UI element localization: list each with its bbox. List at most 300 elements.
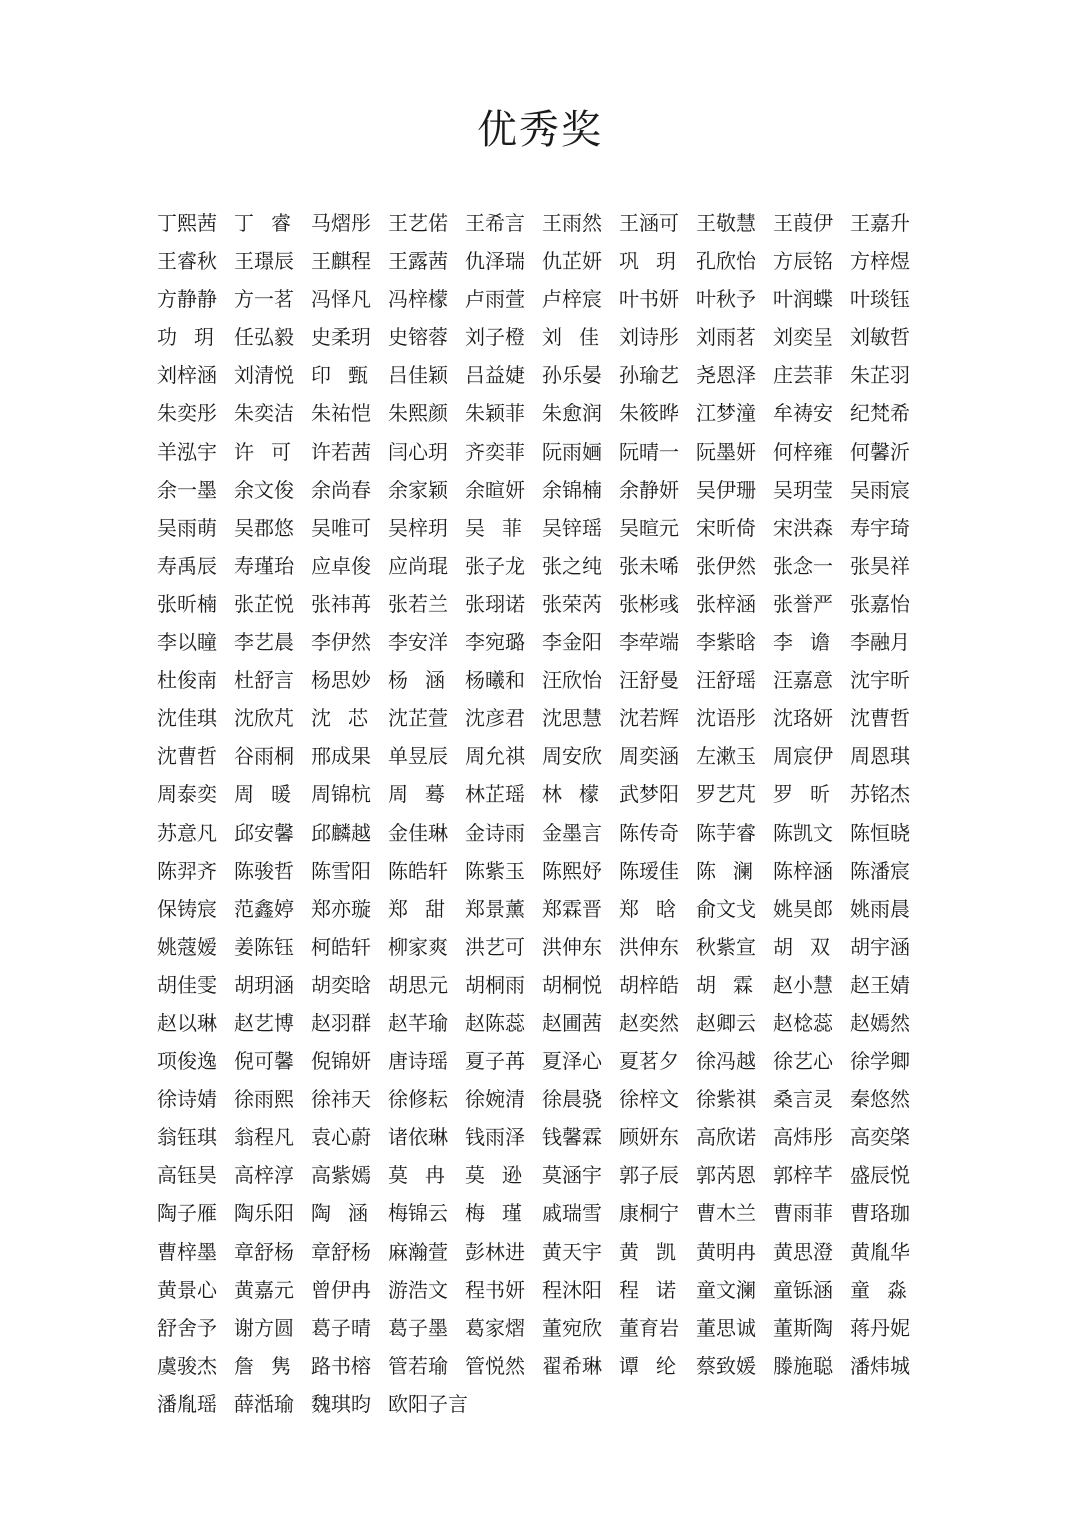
name-entry: 吴梓玥 [388, 515, 448, 540]
name-entry: 曹珞珈 [850, 1201, 910, 1226]
name-entry: 余暄妍 [465, 477, 525, 502]
name-entry: 林芷瑶 [465, 782, 525, 807]
name-entry: 赵艺博 [234, 1010, 294, 1035]
name-entry: 李紫晗 [696, 630, 756, 655]
name-entry: 李金阳 [542, 630, 602, 655]
name-entry: 王雨然 [542, 211, 602, 235]
name-entry: 沈曹哲 [157, 744, 217, 769]
name-entry: 郭子辰 [619, 1163, 679, 1188]
name-entry: 夏泽心 [542, 1049, 602, 1074]
name-entry: 吕益婕 [465, 363, 525, 388]
name-entry: 沈曹哲 [850, 706, 910, 731]
name-entry: 曹梓墨 [157, 1239, 217, 1264]
name-entry: 高奕棨 [850, 1125, 910, 1150]
name-entry: 魏琪昀 [311, 1391, 371, 1416]
name-entry: 巩 玥 [619, 249, 676, 274]
name-entry: 吴雨萌 [157, 515, 217, 540]
name-entry: 徐梓文 [619, 1087, 679, 1112]
name-entry: 徐艺心 [773, 1049, 833, 1074]
name-entry: 张若兰 [388, 591, 448, 616]
name-entry: 寿禹辰 [157, 553, 217, 578]
name-entry: 仇芷妍 [542, 249, 602, 274]
name-entry: 周 暖 [234, 782, 291, 807]
name-entry: 沈宇昕 [850, 668, 910, 693]
name-entry: 杜舒言 [234, 668, 294, 693]
name-entry: 陈紫玉 [465, 858, 525, 883]
name-entry: 张荣芮 [542, 591, 602, 616]
name-entry: 葛家熠 [465, 1315, 525, 1340]
name-entry: 陈潘宸 [850, 858, 910, 883]
name-entry: 赵奕然 [619, 1010, 679, 1035]
name-entry: 余家颖 [388, 477, 448, 502]
name-entry: 赵小慧 [773, 972, 833, 997]
name-entry: 胡思元 [388, 972, 448, 997]
name-entry: 胡桐悦 [542, 972, 602, 997]
name-entry: 余一墨 [157, 477, 217, 502]
name-entry: 梅锦云 [388, 1201, 448, 1226]
name-entry: 黄明冉 [696, 1239, 756, 1264]
name-entry: 翁钰琪 [157, 1125, 217, 1150]
page-title: 优秀奖 [477, 107, 603, 153]
name-entry: 黄景心 [157, 1277, 217, 1302]
name-entry: 欧阳子言 [388, 1391, 468, 1416]
name-entry: 徐冯越 [696, 1049, 756, 1074]
name-entry: 陈皓轩 [388, 858, 448, 883]
name-entry: 姚昊郎 [773, 896, 833, 921]
name-entry: 陶 涵 [311, 1201, 368, 1226]
name-entry: 蔡致媛 [696, 1353, 756, 1378]
name-entry: 刘子橙 [465, 325, 525, 350]
name-entry: 赵嫣然 [850, 1010, 910, 1035]
name-entry: 陶子雁 [157, 1201, 217, 1226]
name-entry: 徐修耘 [388, 1087, 448, 1112]
name-entry: 叶润蝶 [773, 287, 833, 312]
name-entry: 胡奕晗 [311, 972, 371, 997]
name-entry: 董宛欣 [542, 1315, 602, 1340]
name-entry: 张念一 [773, 553, 833, 578]
name-entry: 周锦杭 [311, 782, 371, 807]
name-entry: 庄芸菲 [773, 363, 833, 388]
name-entry: 王麒程 [311, 249, 371, 274]
name-entry: 应卓俊 [311, 553, 371, 578]
name-entry: 徐诗婧 [157, 1087, 217, 1112]
name-entry: 朱熙颜 [388, 401, 448, 426]
name-entry: 江梦潼 [696, 401, 756, 426]
name-entry: 寿宇琦 [850, 515, 910, 540]
name-entry: 李 谵 [773, 630, 830, 655]
name-entry: 林 檬 [542, 782, 599, 807]
name-entry: 钱馨霖 [542, 1125, 602, 1150]
name-entry: 童文澜 [696, 1277, 756, 1302]
name-entry: 高梓淳 [234, 1163, 294, 1188]
name-entry: 程沐阳 [542, 1277, 602, 1302]
name-entry: 陈瑷佳 [619, 858, 679, 883]
name-entry: 姚蔻嫒 [157, 934, 217, 959]
name-entry: 秦悠然 [850, 1087, 910, 1112]
name-entry: 张芷悦 [234, 591, 294, 616]
name-entry: 余文俊 [234, 477, 294, 502]
name-entry: 谭 纶 [619, 1353, 676, 1378]
name-entry: 郑亦璇 [311, 896, 371, 921]
name-entry: 汪欣怡 [542, 668, 602, 693]
name-entry: 金佳琳 [388, 820, 448, 845]
name-entry: 赵圃茜 [542, 1010, 602, 1035]
name-entry: 任弘毅 [234, 325, 294, 350]
name-entry: 徐婉清 [465, 1087, 525, 1112]
name-entry: 陈熙妤 [542, 858, 602, 883]
name-entry: 邢成果 [311, 744, 371, 769]
name-entry: 康桐宁 [619, 1201, 679, 1226]
name-entry: 方静静 [157, 287, 217, 312]
name-entry: 高欣诺 [696, 1125, 756, 1150]
name-entry: 宋昕倚 [696, 515, 756, 540]
name-entry: 刘奕呈 [773, 325, 833, 350]
name-entry: 尧恩泽 [696, 363, 756, 388]
name-entry: 胡梓皓 [619, 972, 679, 997]
name-entry: 郑霖晋 [542, 896, 602, 921]
name-entry: 张子龙 [465, 553, 525, 578]
name-entry: 周泰奕 [157, 782, 217, 807]
name-entry: 洪伸东 [542, 934, 602, 959]
name-entry: 章舒杨 [311, 1239, 371, 1264]
name-entry: 朱愈润 [542, 401, 602, 426]
name-entry: 朱筱晔 [619, 401, 679, 426]
name-entry: 朱芷羽 [850, 363, 910, 388]
name-entry: 沈 芯 [311, 706, 368, 731]
name-entry: 邱麟越 [311, 820, 371, 845]
name-entry: 黄天宇 [542, 1239, 602, 1264]
name-entry: 虞骏杰 [157, 1353, 217, 1378]
name-entry: 洪艺可 [465, 934, 525, 959]
name-entry: 王璟辰 [234, 249, 294, 274]
name-entry: 王涵可 [619, 211, 679, 235]
name-entry: 周奕涵 [619, 744, 679, 769]
name-entry: 陈骏哲 [234, 858, 294, 883]
name-entry: 郑 晗 [619, 896, 676, 921]
name-entry: 孔欣怡 [696, 249, 756, 274]
name-entry: 周恩琪 [850, 744, 910, 769]
name-entry: 沈珞妍 [773, 706, 833, 731]
name-entry: 阮雨婳 [542, 439, 602, 464]
name-entry: 郭芮恩 [696, 1163, 756, 1188]
name-entry: 高紫嫣 [311, 1163, 371, 1188]
name-entry: 冯怿凡 [311, 287, 371, 312]
name-entry: 王嘉升 [850, 211, 910, 235]
name-entry: 杨思妙 [311, 668, 371, 693]
name-entry: 曾伊冉 [311, 1277, 371, 1302]
name-entry: 朱奕彤 [157, 401, 217, 426]
name-entry: 麻瀚萱 [388, 1239, 448, 1264]
name-entry: 桑言灵 [773, 1087, 833, 1112]
name-entry: 翟希琳 [542, 1353, 602, 1378]
name-entry: 项俊逸 [157, 1049, 217, 1074]
name-entry: 刘雨茗 [696, 325, 756, 350]
name-entry: 倪锦妍 [311, 1049, 371, 1074]
name-entry: 徐学卿 [850, 1049, 910, 1074]
name-entry: 薛湉瑜 [234, 1391, 294, 1416]
name-entry: 高钰昊 [157, 1163, 217, 1188]
name-entry: 汪嘉意 [773, 668, 833, 693]
name-entry: 金墨言 [542, 820, 602, 845]
name-entry: 功 玥 [157, 325, 214, 350]
name-entry: 沈佳琪 [157, 706, 217, 731]
name-entry: 杜俊南 [157, 668, 217, 693]
name-entry: 周宸伊 [773, 744, 833, 769]
name-entry: 陈梓涵 [773, 858, 833, 883]
name-entry: 张昕楠 [157, 591, 217, 616]
name-entry: 吴伊珊 [696, 477, 756, 502]
name-entry: 洪伸东 [619, 934, 679, 959]
name-entry: 蒋丹妮 [850, 1315, 910, 1340]
name-entry: 刘诗彤 [619, 325, 679, 350]
name-entry: 胡佳雯 [157, 972, 217, 997]
name-entry: 王睿秋 [157, 249, 217, 274]
name-entry: 许 可 [234, 439, 291, 464]
name-entry: 苏意凡 [157, 820, 217, 845]
name-entry: 朱颖菲 [465, 401, 525, 426]
name-entry: 徐雨熙 [234, 1087, 294, 1112]
name-entry: 孙乐晏 [542, 363, 602, 388]
name-entry: 王露茜 [388, 249, 448, 274]
name-entry: 寿瑾珆 [234, 553, 294, 578]
name-entry: 柳家爽 [388, 934, 448, 959]
name-entry: 汪舒曼 [619, 668, 679, 693]
name-entry: 金诗雨 [465, 820, 525, 845]
name-entry: 吴唯可 [311, 515, 371, 540]
name-entry: 闫心玥 [388, 439, 448, 464]
name-entry: 张未唏 [619, 553, 679, 578]
name-entry: 莫涵宇 [542, 1163, 602, 1188]
name-entry: 刘敏哲 [850, 325, 910, 350]
name-entry: 余尚春 [311, 477, 371, 502]
name-entry: 游浩文 [388, 1277, 448, 1302]
name-entry: 应尚琨 [388, 553, 448, 578]
name-entry: 苏铭杰 [850, 782, 910, 807]
name-entry: 朱奕洁 [234, 401, 294, 426]
name-entry: 张梓涵 [696, 591, 756, 616]
name-entry: 史镕蓉 [388, 325, 448, 350]
name-entry: 刘清悦 [234, 363, 294, 388]
name-entry: 沈若辉 [619, 706, 679, 731]
name-entry: 胡宇涵 [850, 934, 910, 959]
name-entry: 潘炜城 [850, 1353, 910, 1378]
name-entry: 周 蓦 [388, 782, 445, 807]
name-entry: 陈恒晓 [850, 820, 910, 845]
name-entry: 陈 澜 [696, 858, 753, 883]
name-entry: 阮墨妍 [696, 439, 756, 464]
name-entry: 俞文戈 [696, 896, 756, 921]
name-entry: 宋洪森 [773, 515, 833, 540]
name-entry: 郑 甜 [388, 896, 445, 921]
name-entry: 马熠彤 [311, 211, 371, 235]
name-entry: 胡 双 [773, 934, 830, 959]
name-entry: 杨 涵 [388, 668, 445, 693]
name-entry: 沈语彤 [696, 706, 756, 731]
name-entry: 赵棯蕊 [773, 1010, 833, 1035]
name-entry: 陈羿齐 [157, 858, 217, 883]
name-entry: 仇泽瑞 [465, 249, 525, 274]
name-entry: 羊泓宇 [157, 439, 217, 464]
name-entry: 张之纯 [542, 553, 602, 578]
name-entry: 保铸宸 [157, 896, 217, 921]
name-entry: 秋紫宣 [696, 934, 756, 959]
name-entry: 程 诺 [619, 1277, 676, 1302]
name-entry: 葛子墨 [388, 1315, 448, 1340]
name-entry: 郑景薰 [465, 896, 525, 921]
name-entry: 方梓煜 [850, 249, 910, 274]
name-entry: 吴 菲 [465, 515, 522, 540]
name-entry: 张誉严 [773, 591, 833, 616]
name-entry: 詹 隽 [234, 1353, 291, 1378]
name-entry: 袁心蔚 [311, 1125, 371, 1150]
name-entry: 姚雨晨 [850, 896, 910, 921]
name-entry: 吴郡悠 [234, 515, 294, 540]
name-entry: 杨曦和 [465, 668, 525, 693]
name-entry: 齐奕菲 [465, 439, 525, 464]
name-entry: 徐祎天 [311, 1087, 371, 1112]
name-entry: 印 甄 [311, 363, 368, 388]
name-entry: 陈雪阳 [311, 858, 371, 883]
name-entry: 章舒杨 [234, 1239, 294, 1264]
name-entry: 沈芷萱 [388, 706, 448, 731]
name-entry: 童 淼 [850, 1277, 907, 1302]
name-entry: 余静妍 [619, 477, 679, 502]
name-entry: 王敬慧 [696, 211, 756, 235]
name-entry: 滕施聪 [773, 1353, 833, 1378]
name-entry: 黄胤华 [850, 1239, 910, 1264]
name-entry: 方辰铭 [773, 249, 833, 274]
name-entry: 夏茗夕 [619, 1049, 679, 1074]
name-entry: 胡玥涵 [234, 972, 294, 997]
name-entry: 胡 霖 [696, 972, 753, 997]
name-entry: 汪舒瑶 [696, 668, 756, 693]
name-entry: 单昱辰 [388, 744, 448, 769]
name-entry: 沈欣芃 [234, 706, 294, 731]
name-entry: 夏子苒 [465, 1049, 525, 1074]
name-entry: 卢雨萱 [465, 287, 525, 312]
name-entry: 葛子晴 [311, 1315, 371, 1340]
name-entry: 叶琰钰 [850, 287, 910, 312]
name-entry: 周安欣 [542, 744, 602, 769]
name-entry: 赵王婧 [850, 972, 910, 997]
name-entry: 吴暄元 [619, 515, 679, 540]
name-entry: 牟祷安 [773, 401, 833, 426]
name-entry: 罗艺芃 [696, 782, 756, 807]
name-entry: 李伊然 [311, 630, 371, 655]
name-entry: 莫 逊 [465, 1163, 522, 1188]
name-entry: 张珝诺 [465, 591, 525, 616]
name-entry: 倪可馨 [234, 1049, 294, 1074]
name-entry: 李安洋 [388, 630, 448, 655]
name-entry: 史柔玥 [311, 325, 371, 350]
name-entry: 李荦端 [619, 630, 679, 655]
name-entry: 姜陈钰 [234, 934, 294, 959]
name-entry: 董育岩 [619, 1315, 679, 1340]
name-entry: 管若瑜 [388, 1353, 448, 1378]
name-entry: 赵卿云 [696, 1010, 756, 1035]
name-entry: 左漱玉 [696, 744, 756, 769]
name-entry: 李艺晨 [234, 630, 294, 655]
name-entry: 梅 瑾 [465, 1201, 522, 1226]
name-entry: 路书榕 [311, 1353, 371, 1378]
name-entry: 余锦楠 [542, 477, 602, 502]
name-entry: 谢方圆 [234, 1315, 294, 1340]
name-entry: 钱雨泽 [465, 1125, 525, 1150]
name-entry: 徐紫祺 [696, 1087, 756, 1112]
name-entry: 诸依琳 [388, 1125, 448, 1150]
name-entry: 方一茗 [234, 287, 294, 312]
name-entry: 阮晴一 [619, 439, 679, 464]
name-entry: 冯梓檬 [388, 287, 448, 312]
name-entry: 陈传奇 [619, 820, 679, 845]
name-entry: 罗 昕 [773, 782, 830, 807]
name-entry: 刘梓涵 [157, 363, 217, 388]
name-entry: 顾妍东 [619, 1125, 679, 1150]
name-entry: 赵羽群 [311, 1010, 371, 1035]
name-entry: 谷雨桐 [234, 744, 294, 769]
name-entry: 范鑫婷 [234, 896, 294, 921]
name-entry: 程书妍 [465, 1277, 525, 1302]
name-entry: 张嘉怡 [850, 591, 910, 616]
name-entry: 赵芊瑜 [388, 1010, 448, 1035]
name-entry: 何梓雍 [773, 439, 833, 464]
name-entry: 曹雨菲 [773, 1201, 833, 1226]
name-entry: 吕佳颖 [388, 363, 448, 388]
name-entry: 莫 冉 [388, 1163, 445, 1188]
name-entry: 曹木兰 [696, 1201, 756, 1226]
name-entry: 童铄涵 [773, 1277, 833, 1302]
name-entry: 赵以琳 [157, 1010, 217, 1035]
name-entry: 李融月 [850, 630, 910, 655]
name-entry: 张伊然 [696, 553, 756, 578]
name-entry: 武梦阳 [619, 782, 679, 807]
name-entry: 舒舍予 [157, 1315, 217, 1340]
name-entry: 徐晨骁 [542, 1087, 602, 1112]
name-entry: 李以瞳 [157, 630, 217, 655]
name-entry: 董斯陶 [773, 1315, 833, 1340]
name-entry: 高炜彤 [773, 1125, 833, 1150]
name-entry: 刘 佳 [542, 325, 599, 350]
name-entry: 黄思澄 [773, 1239, 833, 1264]
name-entry: 沈彦君 [465, 706, 525, 731]
name-entry: 黄 凯 [619, 1239, 676, 1264]
name-entry: 董思诚 [696, 1315, 756, 1340]
name-list [157, 204, 927, 1423]
name-entry: 陶乐阳 [234, 1201, 294, 1226]
name-entry: 黄嘉元 [234, 1277, 294, 1302]
name-entry: 叶书妍 [619, 287, 679, 312]
name-entry: 翁程凡 [234, 1125, 294, 1150]
name-entry: 卢梓宸 [542, 287, 602, 312]
name-entry: 丁熙茜 [157, 211, 217, 235]
name-entry: 王葭伊 [773, 211, 833, 235]
name-entry: 张祎苒 [311, 591, 371, 616]
name-entry: 李宛璐 [465, 630, 525, 655]
name-entry: 唐诗瑶 [388, 1049, 448, 1074]
name-entry: 纪梵希 [850, 401, 910, 426]
name-entry: 王希言 [465, 211, 525, 235]
name-entry: 戚瑞雪 [542, 1201, 602, 1226]
name-entry: 郭梓芊 [773, 1163, 833, 1188]
name-entry: 何馨沂 [850, 439, 910, 464]
name-entry: 许若茜 [311, 439, 371, 464]
name-entry: 丁 睿 [234, 211, 291, 235]
name-entry: 柯皓轩 [311, 934, 371, 959]
name-entry: 沈思慧 [542, 706, 602, 731]
name-entry: 孙瑜艺 [619, 363, 679, 388]
name-entry: 张昊祥 [850, 553, 910, 578]
name-entry: 叶秋予 [696, 287, 756, 312]
